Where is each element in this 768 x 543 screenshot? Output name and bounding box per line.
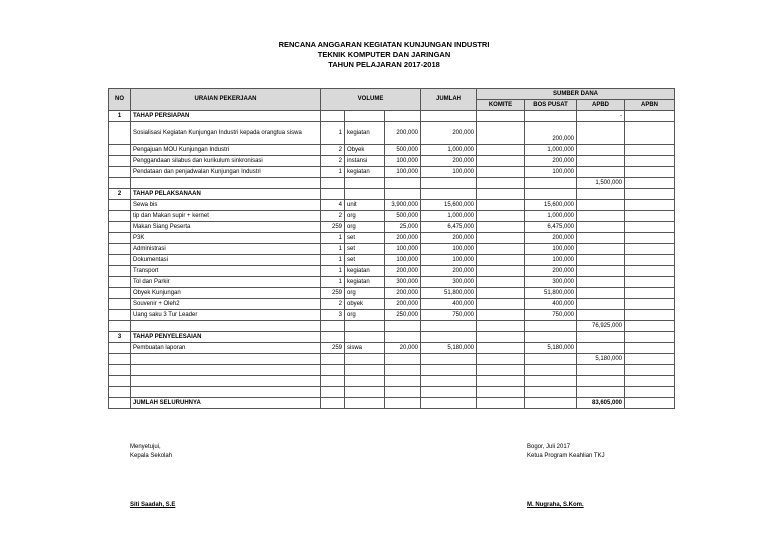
item-bos: 51,800,000 — [525, 288, 577, 299]
item-price: 100,000 — [385, 244, 421, 255]
item-name: Uang saku 3 Tur Leader — [131, 310, 321, 321]
col-apbn: APBN — [625, 100, 675, 111]
col-bos: BOS PUSAT — [525, 100, 577, 111]
item-price: 100,000 — [385, 156, 421, 167]
item-qty: 1 — [321, 266, 345, 277]
item-qty: 1 — [321, 122, 345, 145]
item-total: 400,000 — [421, 299, 477, 310]
place-date-text: Bogor, Juli 2017 — [527, 444, 571, 450]
item-qty: 1 — [321, 244, 345, 255]
grand-total-row — [109, 398, 675, 409]
item-qty: 3 — [321, 310, 345, 321]
item-bos: 200,000 — [525, 233, 577, 244]
grand-total-label: JUMLAH SELURUHNYA — [131, 398, 321, 409]
item-bos: 6,475,000 — [525, 222, 577, 233]
empty-row — [109, 376, 675, 387]
item-name: Pengajuan MOU Kunjungan Industri — [131, 145, 321, 156]
item-name: Tol dan Parkir — [131, 277, 321, 288]
item-total: 200,000 — [421, 266, 477, 277]
item-unit: kegiatan — [345, 277, 385, 288]
item-price: 100,000 — [385, 167, 421, 178]
item-name: Souvenir + Oleh2 — [131, 299, 321, 310]
item-total: 200,000 — [421, 122, 477, 145]
item-total: 6,475,000 — [421, 222, 477, 233]
item-total: 1,000,000 — [421, 211, 477, 222]
item-unit: org — [345, 222, 385, 233]
item-name: Pendataan dan penjadwalan Kunjungan Industri — [131, 167, 321, 178]
item-bos: 1,000,000 — [525, 211, 577, 222]
item-bos: 200,000 — [525, 266, 577, 277]
item-total: 51,800,000 — [421, 288, 477, 299]
table-row — [109, 255, 675, 266]
col-apbd: APBD — [577, 100, 625, 111]
item-total: 300,000 — [421, 277, 477, 288]
item-unit: kegiatan — [345, 167, 385, 178]
item-price: 3,900,000 — [385, 200, 421, 211]
item-name: tip dan Makan supir + kernet — [131, 211, 321, 222]
subtotal-value: 76,925,000 — [577, 321, 625, 332]
item-total: 5,180,000 — [421, 343, 477, 354]
item-total: 200,000 — [421, 233, 477, 244]
table-row — [109, 299, 675, 310]
section-no: 2 — [109, 189, 131, 200]
item-bos: 100,000 — [525, 167, 577, 178]
item-bos: 100,000 — [525, 244, 577, 255]
col-komite: KOMITE — [477, 100, 525, 111]
item-unit: obyek — [345, 299, 385, 310]
header-row — [109, 89, 675, 100]
item-bos: 5,180,000 — [525, 343, 577, 354]
table-row — [109, 222, 675, 233]
approval-text: Menyetujui, — [130, 444, 161, 450]
title-line-1: RENCANA ANGGARAN KEGIATAN KUNJUNGAN INDUSTRI — [278, 40, 490, 49]
signature-right — [527, 443, 605, 510]
item-unit: set — [345, 255, 385, 266]
empty-row — [109, 387, 675, 398]
item-name: P3K — [131, 233, 321, 244]
item-total: 100,000 — [421, 167, 477, 178]
item-price: 200,000 — [385, 299, 421, 310]
section-title: TAHAP PELAKSANAAN — [131, 189, 321, 200]
item-unit: org — [345, 310, 385, 321]
item-price: 500,000 — [385, 145, 421, 156]
item-unit: siswa — [345, 343, 385, 354]
position-text: Kepala Sekolah — [130, 453, 173, 459]
section-no: 1 — [109, 111, 131, 122]
item-name: Obyek Kunjungan — [131, 288, 321, 299]
item-price: 200,000 — [385, 122, 421, 145]
item-price: 300,000 — [385, 277, 421, 288]
item-bos: 400,000 — [525, 299, 577, 310]
col-volume: VOLUME — [321, 89, 421, 111]
section-row — [109, 189, 675, 200]
item-qty: 1 — [321, 233, 345, 244]
item-qty: 1 — [321, 277, 345, 288]
item-price: 20,000 — [385, 343, 421, 354]
item-price: 250,000 — [385, 310, 421, 321]
table-row — [109, 266, 675, 277]
item-price: 200,000 — [385, 288, 421, 299]
subtotal-row — [109, 321, 675, 332]
section-title: TAHAP PERSIAPAN — [131, 111, 321, 122]
item-name: Penggandaan silabus dan kurikulum sinkronisasi — [131, 156, 321, 167]
item-total: 1,000,000 — [421, 145, 477, 156]
item-bos: 200,000 — [525, 122, 577, 145]
item-unit: org — [345, 211, 385, 222]
item-name: Sewa bis — [131, 200, 321, 211]
document-header — [0, 40, 768, 70]
item-unit: set — [345, 233, 385, 244]
item-unit: unit — [345, 200, 385, 211]
item-name: Pembuatan laporan — [131, 343, 321, 354]
item-unit: instansi — [345, 156, 385, 167]
section-row — [109, 332, 675, 343]
table-row — [109, 277, 675, 288]
position-text: Ketua Program Keahlian TKJ — [527, 453, 605, 459]
item-price: 100,000 — [385, 255, 421, 266]
item-qty: 2 — [321, 211, 345, 222]
item-qty: 4 — [321, 200, 345, 211]
signer-name: M. Nugraha, S.Kom. — [527, 502, 584, 508]
signer-name: Siti Saadah, S.E — [130, 502, 176, 508]
item-bos: 750,000 — [525, 310, 577, 321]
item-unit: Obyek — [345, 145, 385, 156]
item-qty: 2 — [321, 156, 345, 167]
table-row — [109, 233, 675, 244]
item-total: 100,000 — [421, 244, 477, 255]
subtotal-row — [109, 178, 675, 189]
col-no: NO — [109, 89, 131, 111]
section-row — [109, 111, 675, 122]
item-bos: 200,000 — [525, 156, 577, 167]
subtotal-row — [109, 354, 675, 365]
table-row — [109, 211, 675, 222]
item-unit: org — [345, 288, 385, 299]
item-unit: kegiatan — [345, 266, 385, 277]
item-qty: 2 — [321, 299, 345, 310]
table-row — [109, 244, 675, 255]
item-price: 25,000 — [385, 222, 421, 233]
item-total: 200,000 — [421, 156, 477, 167]
subtotal-value: 1,500,000 — [577, 178, 625, 189]
subtotal-value: 5,180,000 — [577, 354, 625, 365]
item-qty: 1 — [321, 255, 345, 266]
item-bos: 1,000,000 — [525, 145, 577, 156]
item-qty: 2 — [321, 145, 345, 156]
item-qty: 1 — [321, 167, 345, 178]
item-name: Sosialisasi Kegiatan Kunjungan Industri kepada orangtua siswa — [131, 122, 321, 145]
table-row — [109, 167, 675, 178]
item-name: Transport — [131, 266, 321, 277]
item-name: Dokumentasi — [131, 255, 321, 266]
table-row — [109, 343, 675, 354]
item-qty: 259 — [321, 222, 345, 233]
title-line-2: TEKNIK KOMPUTER DAN JARINGAN — [317, 50, 451, 59]
item-price: 200,000 — [385, 266, 421, 277]
signature-left — [130, 443, 175, 510]
budget-table — [108, 88, 675, 409]
item-total: 15,600,000 — [421, 200, 477, 211]
table-row — [109, 122, 675, 145]
apbd-mark: - — [577, 111, 625, 122]
title-line-3: TAHUN PELAJARAN 2017-2018 — [328, 60, 440, 69]
col-sumber-dana: SUMBER DANA — [477, 89, 675, 100]
item-total: 750,000 — [421, 310, 477, 321]
item-qty: 259 — [321, 343, 345, 354]
item-price: 500,000 — [385, 211, 421, 222]
item-bos: 100,000 — [525, 255, 577, 266]
item-bos: 15,600,000 — [525, 200, 577, 211]
item-unit: kegiatan — [345, 122, 385, 145]
table-row — [109, 200, 675, 211]
col-jumlah: JUMLAH — [421, 89, 477, 111]
col-uraian: URAIAN PEKERJAAN — [131, 89, 321, 111]
item-total: 100,000 — [421, 255, 477, 266]
item-qty: 259 — [321, 288, 345, 299]
item-bos: 300,000 — [525, 277, 577, 288]
table-row — [109, 288, 675, 299]
table-row — [109, 145, 675, 156]
item-price: 200,000 — [385, 233, 421, 244]
grand-total-value: 83,605,000 — [577, 398, 625, 409]
section-no: 3 — [109, 332, 131, 343]
section-title: TAHAP PENYELESAIAN — [131, 332, 321, 343]
item-name: Makan Siang Peserta — [131, 222, 321, 233]
table-row — [109, 310, 675, 321]
table-row — [109, 156, 675, 167]
item-unit: set — [345, 244, 385, 255]
item-name: Administrasi — [131, 244, 321, 255]
empty-row — [109, 365, 675, 376]
